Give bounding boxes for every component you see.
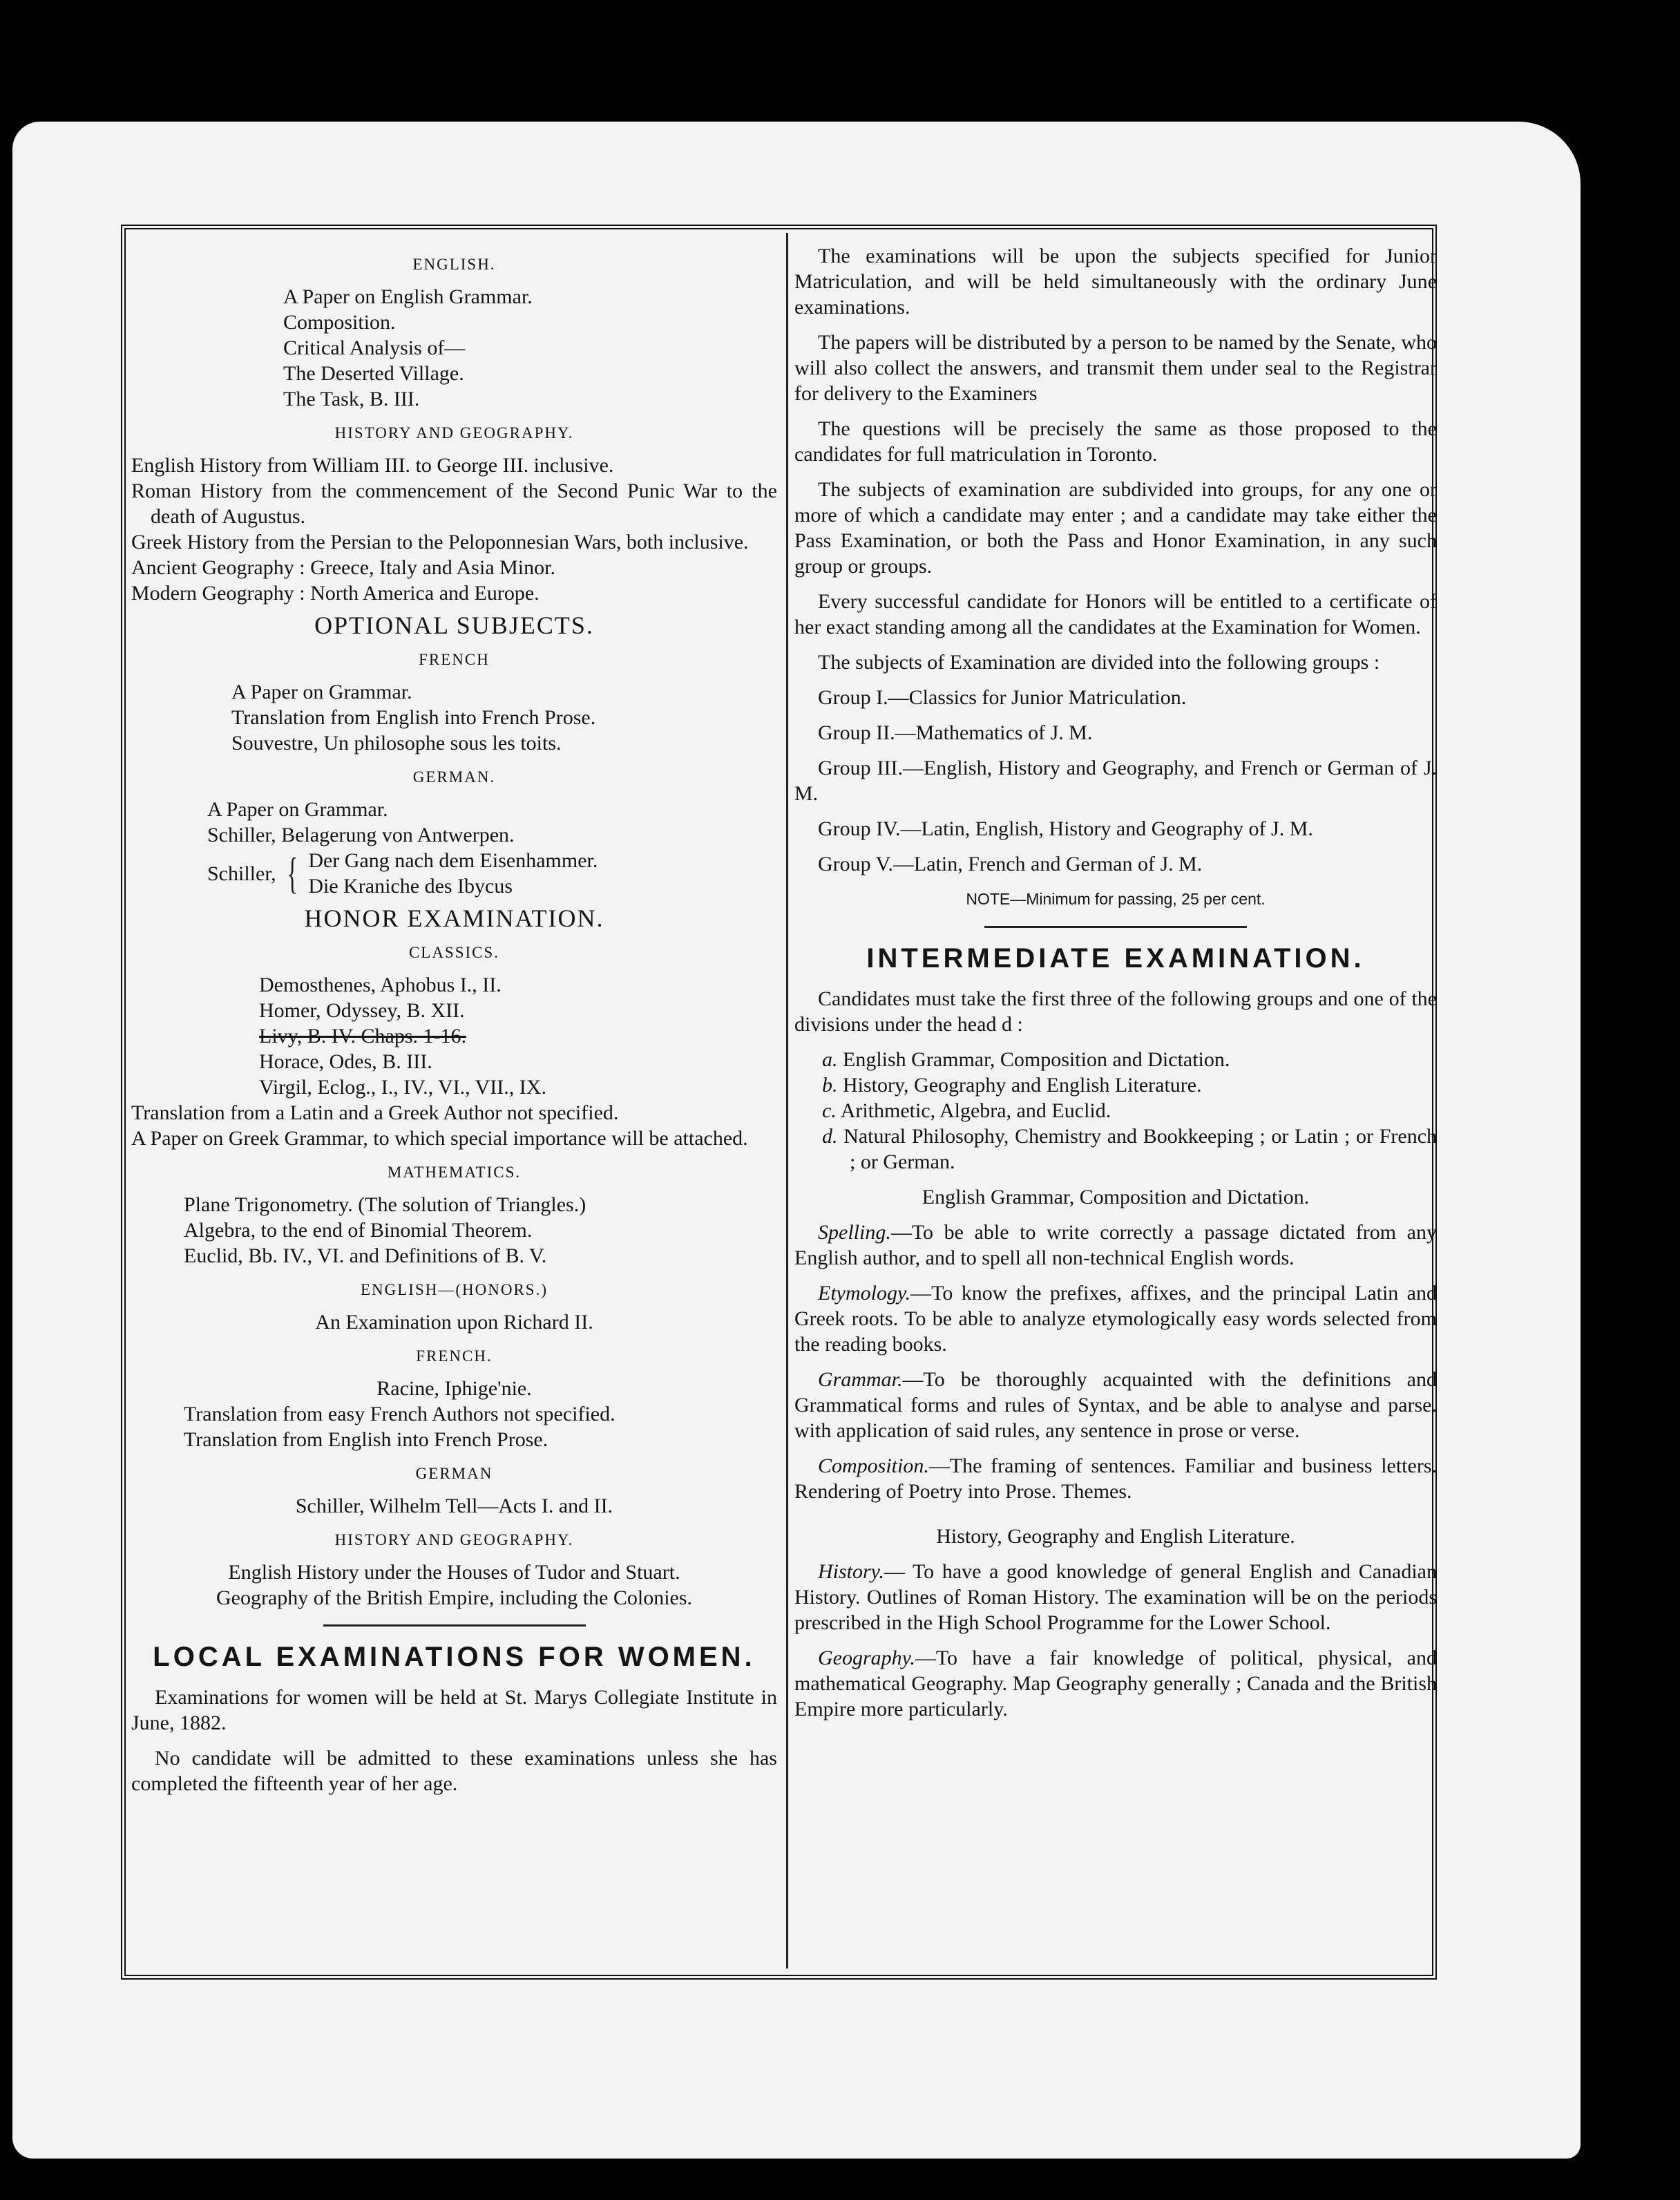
french2-extra: Translation from easy French Authors not specified. xyxy=(184,1403,615,1425)
german2-item: Schiller, Wilhelm Tell—Acts I. and II. xyxy=(295,1495,613,1517)
schiller-work: Der Gang nach dem Eisenhammer. xyxy=(308,849,598,872)
section-divider xyxy=(323,1624,586,1627)
left-column xyxy=(131,243,777,1806)
section2-item xyxy=(794,1645,1437,1722)
info-paragraph: The examinations will be upon the subjects specified for Junior Matriculation, and will be held simultaneously with the ordinary June examinations. xyxy=(794,245,1437,319)
mathematics-heading: MATHEMATICS. xyxy=(387,1164,522,1181)
classics-extra: Translation from a Latin and a Greek Author not specified. xyxy=(131,1101,619,1124)
local-examinations-heading: LOCAL EXAMINATIONS FOR WOMEN. xyxy=(153,1642,756,1672)
division-text: English Grammar, Composition and Dictation. xyxy=(843,1048,1230,1071)
schiller-group xyxy=(207,848,777,899)
info-paragraph: The subjects of Examination are divided into the following groups : xyxy=(818,651,1380,674)
division-letter: d. xyxy=(822,1125,838,1148)
group-item: Group V.—Latin, French and German of J. M. xyxy=(818,853,1203,875)
classics-item-struck: Livy, B. IV. Chaps. 1-16. xyxy=(259,1025,466,1047)
german-item: Schiller, Belagerung von Antwerpen. xyxy=(207,824,515,846)
classics-heading: CLASSICS. xyxy=(408,944,500,961)
term-text: —The framing of sentences. Familiar and business letters. Rendering of Poetry into Prose. Themes. xyxy=(794,1454,1437,1503)
history-item: Greek History from the Persian to the Peloponnesian Wars, both inclusive. xyxy=(131,531,749,553)
optional-subjects-heading: OPTIONAL SUBJECTS. xyxy=(314,611,594,639)
history-item: Ancient Geography : Greece, Italy and Asia Minor. xyxy=(131,556,555,579)
group-item: Group IV.—Latin, English, History and Geography of J. M. xyxy=(818,817,1313,840)
term-text: — To have a good knowledge of general English and Canadian History. Outlines of Roman History. The examination will be on the periods prescribed in the High School Programme for the Lower School. xyxy=(794,1560,1437,1634)
division-letter: b. xyxy=(822,1074,838,1097)
history-item: Roman History from the commencement of the Second Punic War to the death of Augustus. xyxy=(131,480,777,528)
division-item xyxy=(794,1123,1437,1175)
brace-glyph: { xyxy=(287,848,298,898)
division-letter: a. xyxy=(822,1048,838,1071)
info-paragraph: The subjects of examination are subdivided into groups, for any one or more of which a candidate may enter ; and a candidate may take either the Pass Examination, or both the Pass and Honor Examination, in any such group or groups. xyxy=(794,478,1437,578)
classics-item: Horace, Odes, B. III. xyxy=(259,1050,432,1073)
division-text: History, Geography and English Literature. xyxy=(843,1074,1202,1097)
section1-item xyxy=(794,1220,1437,1271)
term-text: —To be thoroughly acquainted with the definitions and Grammatical forms and rules of Syntax, and be able to analyse and parse. with application of said rules, any sentence in prose or verse. xyxy=(794,1368,1437,1442)
column-divider xyxy=(786,233,788,1969)
division-text: Natural Philosophy, Chemistry and Bookkeeping ; or Latin ; or French ; or German. xyxy=(843,1125,1438,1173)
math-item: Plane Trigonometry. (The solution of Triangles.) xyxy=(184,1193,586,1216)
term-text: —To be able to write correctly a passage dictated from any English author, and to spell all non-technical English words. xyxy=(794,1221,1437,1269)
info-paragraph: The questions will be precisely the same as those proposed to the candidates for full matriculation in Toronto. xyxy=(794,417,1437,466)
english-item: Critical Analysis of— xyxy=(283,336,466,359)
french2-heading: FRENCH. xyxy=(416,1347,493,1365)
info-paragraph: The papers will be distributed by a person to be named by the Senate, who will also collect the answers, and transmit them under seal to the Registrar for delivery to the Examiners xyxy=(794,331,1437,405)
schiller-label: Schiller, xyxy=(207,862,276,885)
term: Etymology. xyxy=(818,1282,911,1305)
section1-item xyxy=(794,1367,1437,1443)
group-item: Group II.—Mathematics of J. M. xyxy=(818,721,1093,744)
honor-examination-heading: HONOR EXAMINATION. xyxy=(304,904,604,932)
english-item: The Deserted Village. xyxy=(283,362,464,385)
french-item: Translation from English into French Prose. xyxy=(231,706,596,729)
classics-item: Homer, Odyssey, B. XII. xyxy=(259,999,465,1022)
classics-extra: A Paper on Greek Grammar, to which special importance will be attached. xyxy=(131,1127,748,1150)
history2-heading: HISTORY AND GEOGRAPHY. xyxy=(334,1531,574,1548)
history2-item: English History under the Houses of Tudor and Stuart. xyxy=(228,1561,680,1584)
term: Grammar. xyxy=(818,1368,903,1391)
term: Composition. xyxy=(818,1454,929,1477)
term: History. xyxy=(818,1560,884,1583)
schiller-work: Die Kraniche des Ibycus xyxy=(308,875,513,898)
info-paragraph: Every successful candidate for Honors will be entitled to a certificate of her exact standing among all the candidates at the Examination for Women. xyxy=(794,590,1437,638)
schiller-works xyxy=(308,848,598,899)
section2-heading: History, Geography and English Literature. xyxy=(936,1525,1295,1548)
math-item: Algebra, to the end of Binomial Theorem. xyxy=(184,1219,533,1242)
intermediate-heading: INTERMEDIATE EXAMINATION. xyxy=(866,943,1365,974)
english-honors-item: An Examination upon Richard II. xyxy=(315,1311,593,1334)
intermediate-intro: Candidates must take the first three of the following groups and one of the divisions under the head d : xyxy=(794,987,1437,1036)
term-text: —To have a fair knowledge of political, physical, and mathematical Geography. Map Geography generally ; Canada and the British Empire more particularly. xyxy=(794,1647,1437,1720)
english-item: Composition. xyxy=(283,311,396,334)
french-item: Souvestre, Un philosophe sous les toits. xyxy=(231,732,562,755)
section2-item xyxy=(794,1559,1437,1635)
term: Spelling. xyxy=(818,1221,891,1244)
english-honors-heading: ENGLISH—(HONORS.) xyxy=(360,1281,548,1298)
french-heading: FRENCH xyxy=(419,651,490,668)
division-item xyxy=(794,1047,1437,1072)
section1-item xyxy=(794,1280,1437,1357)
section1-item xyxy=(794,1453,1437,1504)
german2-heading: GERMAN xyxy=(415,1465,493,1482)
minimum-note: NOTE—Minimum for passing, 25 per cent. xyxy=(966,890,1266,908)
math-item: Euclid, Bb. IV., VI. and Definitions of B. V. xyxy=(184,1244,547,1267)
history-item: English History from William III. to George III. inclusive. xyxy=(131,454,614,477)
german-item: A Paper on Grammar. xyxy=(207,798,388,821)
division-letter: c. xyxy=(822,1099,837,1122)
right-column xyxy=(794,243,1437,1732)
english-item: The Task, B. III. xyxy=(283,388,420,410)
group-item: Group III.—English, History and Geography, and French or German of J. M. xyxy=(794,757,1437,805)
division-item xyxy=(794,1072,1437,1098)
english-item: A Paper on English Grammar. xyxy=(283,285,533,308)
group-item: Group I.—Classics for Junior Matriculation. xyxy=(818,686,1187,709)
french2-extra: Translation from English into French Prose. xyxy=(184,1428,548,1451)
french2-item: Racine, Iphige'nie. xyxy=(376,1377,532,1400)
history-heading: HISTORY AND GEOGRAPHY. xyxy=(334,424,574,442)
local-paragraph: Examinations for women will be held at St. Marys Collegiate Institute in June, 1882. xyxy=(131,1686,777,1734)
english-heading: ENGLISH. xyxy=(412,256,496,273)
division-text: Arithmetic, Algebra, and Euclid. xyxy=(840,1099,1111,1122)
french-item: A Paper on Grammar. xyxy=(231,681,412,703)
division-item xyxy=(794,1098,1437,1123)
section1-heading: English Grammar, Composition and Dictation. xyxy=(922,1186,1310,1208)
german-heading: GERMAN. xyxy=(412,768,496,786)
local-paragraph: No candidate will be admitted to these examinations unless she has completed the fifteenth year of her age. xyxy=(131,1747,777,1795)
classics-item: Virgil, Eclog., I., IV., VI., VII., IX. xyxy=(259,1076,546,1099)
history2-item: Geography of the British Empire, including the Colonies. xyxy=(216,1586,693,1609)
term-text: —To know the prefixes, affixes, and the principal Latin and Greek roots. To be able to analyze etymologically easy words selected from the reading books. xyxy=(794,1282,1437,1356)
history-item: Modern Geography : North America and Europe. xyxy=(131,582,540,605)
section-divider xyxy=(984,926,1247,928)
classics-item: Demosthenes, Aphobus I., II. xyxy=(259,974,502,996)
term: Geography. xyxy=(818,1647,915,1669)
